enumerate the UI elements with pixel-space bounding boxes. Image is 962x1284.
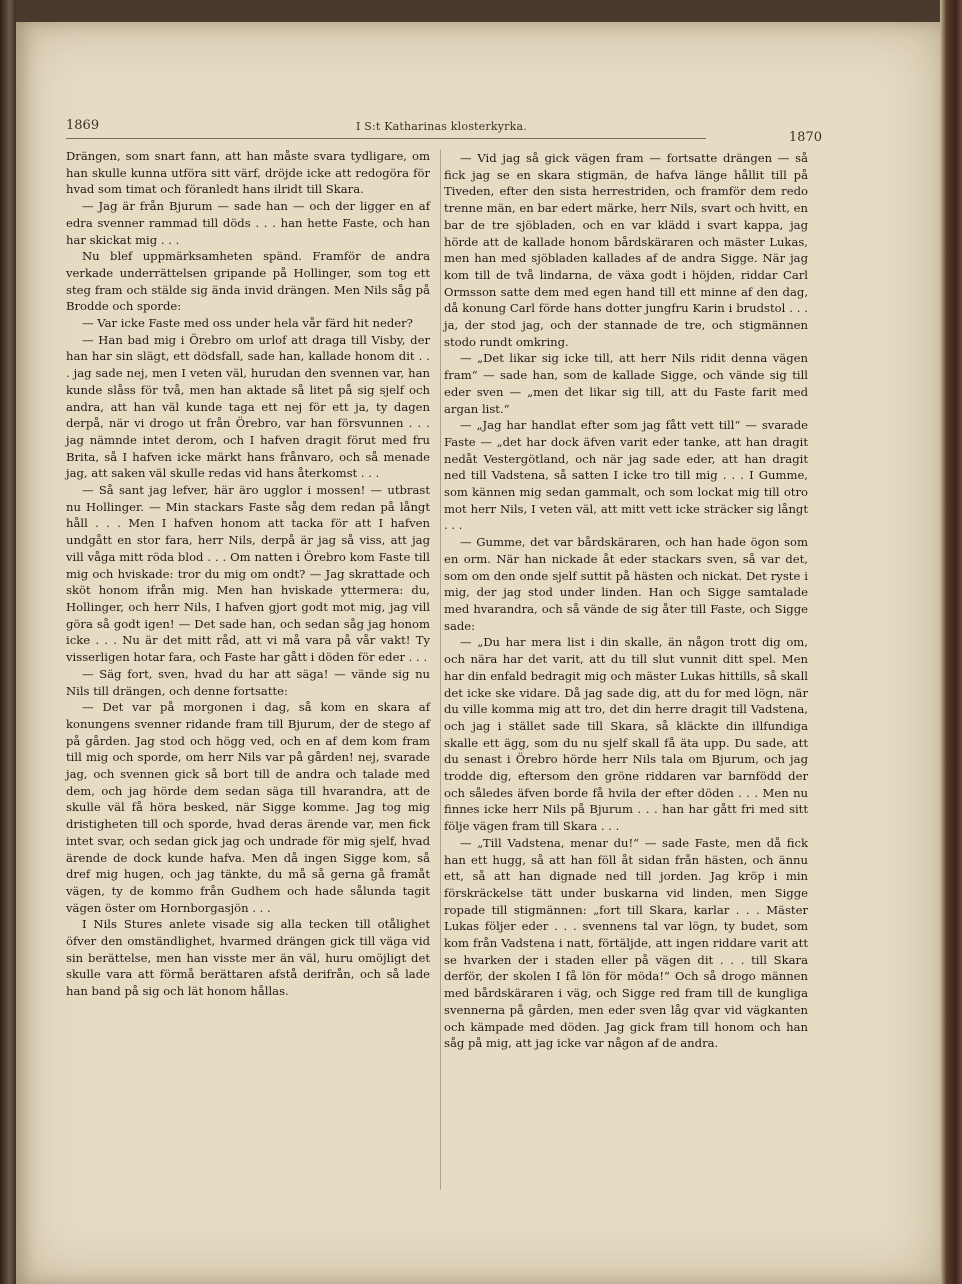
right-column: [444, 150, 808, 1052]
header-rule: [66, 138, 706, 139]
paragraph: — Han bad mig i Örebro om urlof att draga till Visby, der han har sin slägt, ett dödsfall, sade han, kallade honom dit . . . jag sade nej, men I veten väl, hurudan den svennen var, han kunde slåss för två, men han aktade så litet på sig sjelf och andra, att han väl kunde taga ett nej för ett ja, ty dagen derpå, när vi drogo ut från Örebro, var han försvunnen . . . jag nämnde intet derom, och I hafven dragit förut med fru Brita, så I hafven icke märkt hans frånvaro, och så menade jag, att saken väl skulle redas vid hans återkomst . . .: [66, 332, 430, 481]
paragraph: I Nils Stures anlete visade sig alla tecken till otålighet öfver den omständlighet, hvarmed drängen gick till väga vid sin berättelse, men han visste mer än väl, huru omöjligt det skulle vara att förmå berättaren afstå derifrån, och så lade han band på sig och lät honom hållas.: [66, 917, 430, 999]
paragraph: — „Du har mera list i din skalle, än någon trott dig om, och nära har det varit, att du till slut vunnit ditt spel. Men har din enfald bedragit mig och mäster Lukas hittills, så skall det icke ske vidare. Då jag sade dig, att du for med lögn, när du ville komma mig att tro, det din herre dragit till Vadstena, och jag i stället sade till Skara, så kläckte din illfundiga skalle ett ägg, som du nu sjelf skall få äta upp. Du sade, att du senast i Örebro hörde herr Nils tala om Bjurum, och jag trodde dig, eftersom den gröne riddaren var barnfödd der och således äfven borde få hvila der efter döden . . . Men nu finnes icke herr Nils på Bjurum . . . han har gått fri med sitt följe vägen fram till Skara . . .: [444, 635, 808, 834]
column-divider: [440, 150, 441, 1190]
paragraph: — Jag är från Bjurum — sade han — och der ligger en af edra svenner rammad till döds . . . han hette Faste, och han har skickat mig . . .: [66, 199, 430, 247]
left-column: [66, 148, 430, 1000]
book-cover-edge: [940, 0, 962, 1284]
book-binding: [0, 0, 16, 1284]
page-number-right: 1870: [788, 130, 822, 145]
paragraph: — Var icke Faste med oss under hela vår färd hit neder?: [82, 316, 413, 331]
running-title: I S:t Katharinas klosterkyrka.: [356, 120, 527, 133]
page-number-left: 1869: [66, 118, 100, 133]
paragraph: — „Det likar sig icke till, att herr Nils ridit denna vägen fram“ — sade han, som de kallade Sigge, och vände sig till eder sven — „men det likar sig till, att du Faste farit med argan list.“: [444, 351, 808, 416]
paragraph: — „Till Vadstena, menar du!“ — sade Faste, men då fick han ett hugg, så att han föll åt sidan från hästen, och ännu ett, så att han dignade ned till jorden. Jag kröp i min förskräckelse tätt under buskarna vid linden, men Sigge ropade till stigmännen: „fort till Skara, karlar . . . Mäster Lukas följer eder . . . svennens tal var lögn, ty budet, som kom från Vadstena i natt, förtäljde, att ingen riddare varit att se hvarken der i staden eller på vägen dit . . . till Skara derför, der skolen I få lön för möda!“ Och så drogo männen med bårdskäraren i väg, och Sigge red fram till de kungliga svennerna på gården, men eder sven låg qvar vid vägkanten och kämpade med döden. Jag gick fram till honom och han såg på mig, att jag icke var någon af de andra.: [444, 835, 808, 1051]
paragraph: — Säg fort, sven, hvad du har att säga! — vände sig nu Nils till drängen, och denne fortsatte:: [66, 666, 430, 698]
paragraph: Drängen, som snart fann, att han måste svara tydligare, om han skulle kunna utföra sitt värf, dröjde icke att redogöra för hvad som timat och föranledt hans ilridt till Skara.: [66, 149, 430, 197]
paragraph: Nu blef uppmärksamheten spänd. Framför de andra verkade underrättelsen gripande på Hollinger, som tog ett steg fram och stälde sig ända invid drängen. Men Nils såg på Brodde och sporde:: [66, 249, 430, 314]
paragraph: — Det var på morgonen i dag, så kom en skara af konungens svenner ridande fram till Bjurum, der de stego af på gården. Jag stod och högg ved, och en af dem kom fram till mig och sporde, om herr Nils var på gården! nej, svarade jag, och svennen gick så bort till de andra och talade med dem, och jag hörde dem sedan säga till hvarandra, att de skulle väl få höra besked, när Sigge komme. Jag tog mig dristigheten till och sporde, hvad deras ärende var, men fick intet svar, och sedan gick jag och undrade för mig sjelf, hvad ärende de dock kunde hafva. Men då ingen Sigge kom, så dref mig hugen, och jag tänkte, du må så gerna gå framåt vägen, ty de kommo från Gudhem och hade sålunda tagit vägen öster om Hornborgasjön . . .: [66, 700, 430, 915]
paragraph: — „Jag har handlat efter som jag fått vett till“ — svarade Faste — „det har dock äfven varit eder tanke, att han dragit nedåt Vestergötland, och när jag sade eder, att han dragit ned till Vadstena, så satten I icke tro till mig . . . I Gumme, som kännen mig sedan gammalt, och som lockat mig till otro mot herr Nils, I veten väl, att mitt vett icke sträcker sig långt . . .: [444, 418, 808, 533]
paragraph: — Så sant jag lefver, här äro ugglor i mossen! — utbrast nu Hollinger. — Min stackars Faste såg dem redan på långt håll . . . Men I hafven honom att tacka för att I hafven undgått en stor fara, herr Nils, derpå är jag så viss, att jag vill våga mitt röda blod . . . Om natten i Örebro kom Faste till mig och hviskade: tror du mig om ondt? — Jag skrattade och sköt honom ifrån mig. Men han hviskade yttermera: du, Hollinger, och herr Nils, I hafven gjort godt mot mig, jag vill göra så godt igen! — Det sade han, och sedan såg jag honom icke . . . Nu är det mitt råd, att vi må vara på vår vakt! Ty visserligen hotar fara, och Faste har gått i döden för eder . . .: [66, 483, 430, 665]
paragraph: — Vid jag så gick vägen fram — fortsatte drängen — så fick jag se en skara stigmän, de hafva länge hållit till på Tiveden, efter den sista herrestriden, och framför dem redo trenne män, en bar edert märke, herr Nils, svart och hvitt, en bar de tre sjöbladen, och en var klädd i svart kappa, jag hörde att de kallade honom bårdskäraren och mäster Lukas, men han med sjöbladen kallades af de andra Sigge. När jag kom till de två lindarna, de växa godt i höjden, riddar Carl Ormsson satte dem med egen hand till ett minne af den dag, då konung Carl förde hans dotter jungfru Karin i brudstol . . . ja, der stod jag, och der stannade de tre, och stigmännen stodo rundt omkring.: [444, 151, 808, 349]
paragraph: — Gumme, det var bårdskäraren, och han hade ögon som en orm. När han nickade åt eder stackars sven, så var det, som om den onde sjelf suttit på hästen och nickat. Det ryste i mig, der jag stod under linden. Han och Sigge samtalade med hvarandra, och så vände de sig åter till Faste, och Sigge sade:: [444, 535, 808, 633]
